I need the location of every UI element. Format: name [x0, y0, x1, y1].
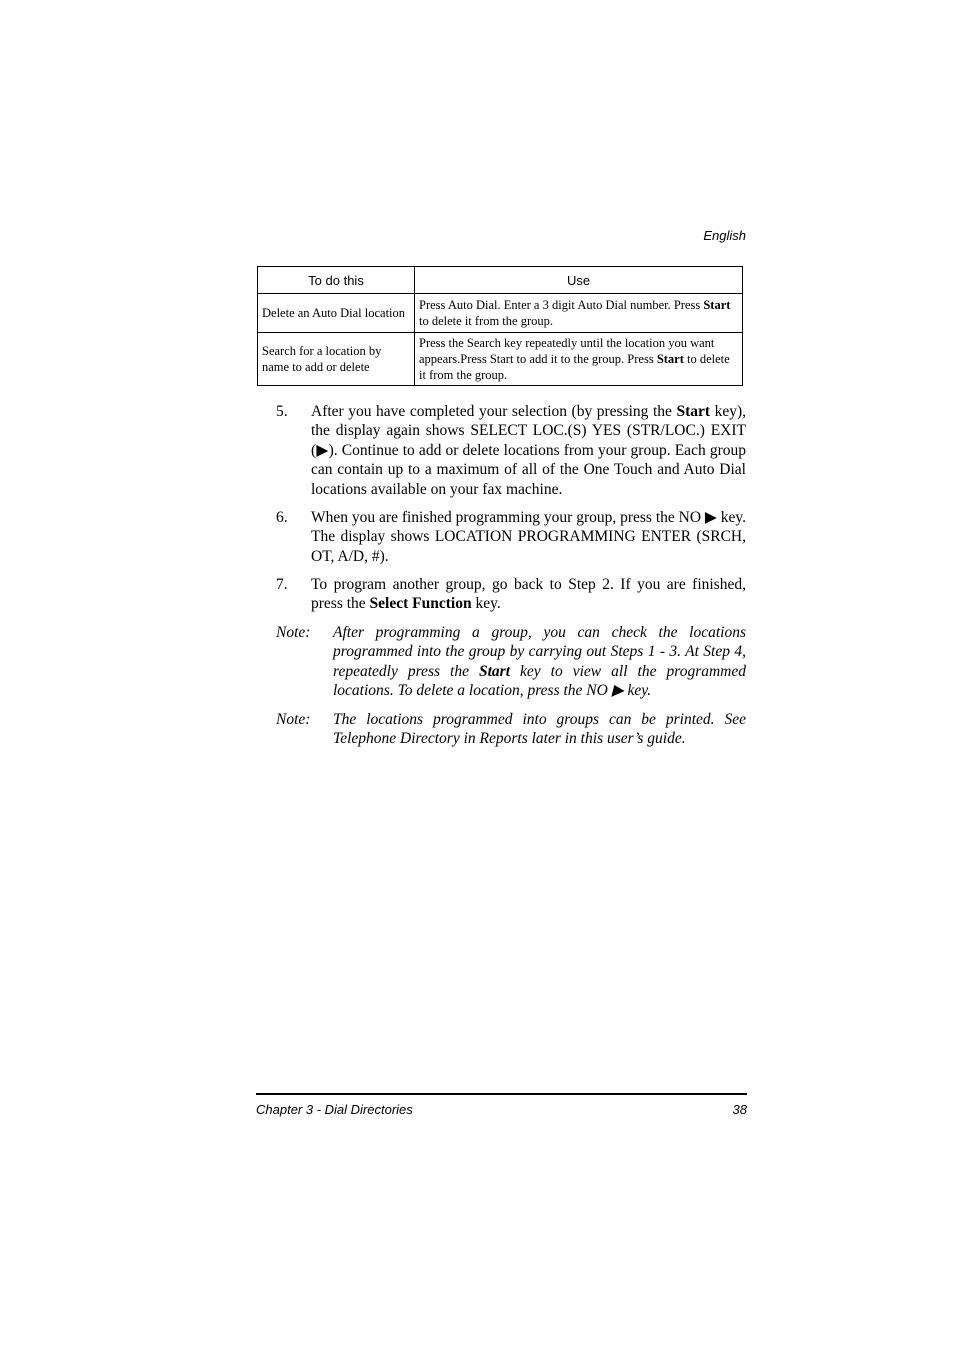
step-5: [276, 402, 746, 499]
use-text: Press Auto Dial. Enter a 3 digit Auto Dial number. Press: [419, 298, 704, 312]
table-cell-action: Delete an Auto Dial location: [258, 294, 415, 333]
use-text: to delete it from the group.: [419, 314, 553, 328]
page-number: 38: [732, 1102, 747, 1117]
note-2: [276, 710, 746, 749]
step-text: [311, 575, 746, 614]
table-cell-use: [415, 294, 743, 333]
step-text-part: After you have completed your selection (by pressing the: [311, 403, 677, 420]
table-row: [258, 294, 743, 333]
table-header-todo: To do this: [258, 267, 415, 294]
note-text: [333, 710, 746, 749]
use-bold-text: Start: [703, 298, 731, 312]
note-text-part: After programming a group, you can check the locations programmed into the group by carrying out Steps 1 - 3. At Step 4, repeatedly press the: [333, 624, 746, 680]
table-cell-action: Search for a location by name to add or delete: [258, 333, 415, 386]
step-6: [276, 508, 746, 566]
use-text: Press the Search key repeatedly until the location you want appears.Press Start to add it to the group. Press: [419, 336, 715, 366]
use-bold-text: Start: [656, 352, 684, 366]
table-header-use: Use: [415, 267, 743, 294]
step-text-part: To program another group, go back to Step 2. If you are finished, press the: [311, 576, 746, 613]
note-text: [333, 623, 746, 701]
directory-options-table: [257, 266, 743, 386]
note-text-part: The locations programmed into groups can be printed. See Telephone Directory in Reports later in this user’s guide.: [333, 711, 746, 748]
header-language: English: [703, 228, 746, 243]
step-7: [276, 575, 746, 614]
footer-divider: [256, 1093, 747, 1095]
step-text: [311, 402, 746, 499]
table-row: [258, 333, 743, 386]
step-text-bold: Select Function: [369, 595, 472, 613]
note-text-bold: Start: [478, 662, 510, 680]
note-label: Note:: [276, 624, 311, 641]
note-label: Note:: [276, 711, 311, 728]
step-text-part: key.: [471, 595, 501, 613]
table-cell-use: [415, 333, 743, 386]
use-text: to delete it from the group.: [419, 352, 730, 382]
note-text-part: key to view all the programmed locations. To delete a location, press the NO ▶ key.: [333, 662, 746, 700]
step-number: 7.: [276, 576, 288, 593]
step-text: [311, 508, 746, 566]
step-text-part: key), the display again shows SELECT LOC.(S) YES (STR/LOC.) EXIT (▶). Continue to add or delete locations from your group. Each group can contain up to a maximum of all of the One Touch and Auto Dial locations available on your fax machine.: [311, 403, 746, 498]
table-header-row: [258, 267, 743, 294]
step-text-bold: Start: [676, 403, 711, 420]
step-text-part: When you are finished programming your group, press the NO ▶ key. The display shows LOCATION PROGRAMMING ENTER (SRCH, OT, A/D, #).: [311, 509, 746, 565]
step-number: 6.: [276, 509, 288, 526]
step-number: 5.: [276, 403, 288, 420]
footer-chapter-title: Chapter 3 - Dial Directories: [256, 1102, 413, 1117]
note-1: [276, 623, 746, 701]
